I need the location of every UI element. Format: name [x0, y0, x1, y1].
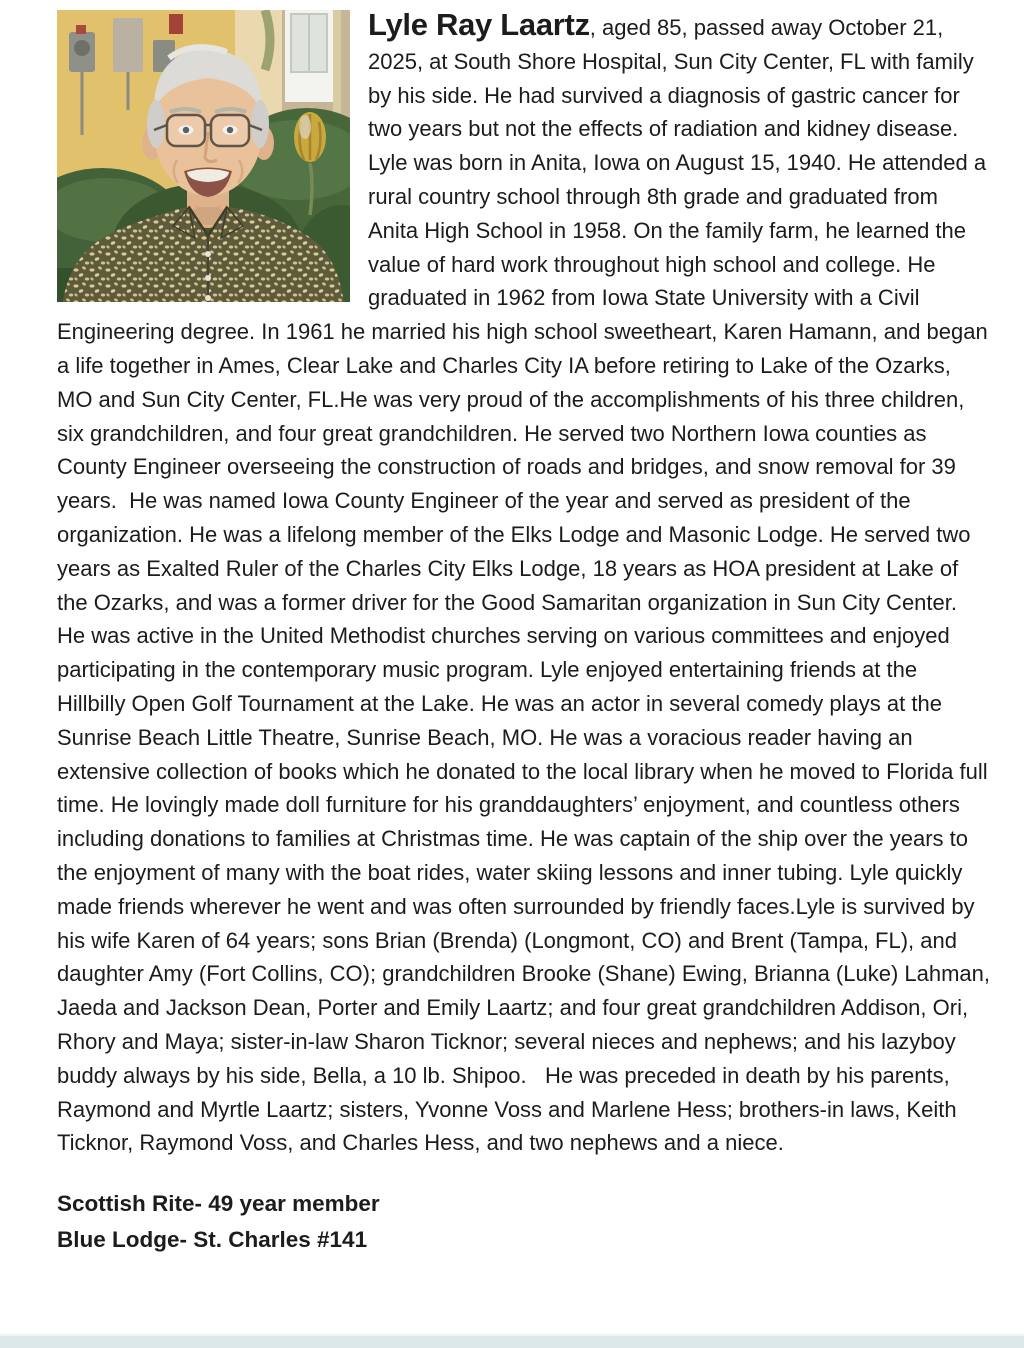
obituary-content — [57, 7, 997, 1258]
membership-scottish-rite: Scottish Rite- 49 year member — [57, 1191, 380, 1217]
portrait-photo — [57, 10, 350, 302]
membership-section — [57, 1186, 990, 1258]
membership-blue-lodge: Blue Lodge- St. Charles #141 — [57, 1227, 368, 1253]
page-bottom-bar — [0, 1334, 1024, 1348]
portrait-photo-illustration — [57, 10, 350, 302]
obituary-body-text: , aged 85, passed away October 21, 2025, at South Shore Hospital, Sun City Center, FL with family by his side. He had survived a diagnosis of gastric cancer for two years but not the effects of radiation and kidney disease. Lyle was born in Anita, Iowa on August 15, 1940. He attended a rural country school through 8th grade and graduated from Anita High School in 1958. On the family farm, he learned the value of hard work throughout high school and college. He graduated in 1962 from Iowa State University with a Civil Engineering degree. In 1961 he married his high school sweetheart, Karen Hamann, and began a life together in Ames, Clear Lake and Charles City IA before retiring to Lake of the Ozarks, MO and Sun City Center, FL.He was very proud of the accomplishments of his three children, six grandchildren, and four great grandchildren. He served two Northern Iowa counties as County Engineer overseeing the construction of roads and bridges, and snow removal for 39 years. He was named Iowa County Engineer of the year and served as president of the organization. He was a lifelong member of the Elks Lodge and Masonic Lodge. He served two years as Exalted Ruler of the Charles City Elks Lodge, 18 years as HOA president at Lake of the Ozarks, and was a former driver for the Good Samaritan organization in Sun City Center. He was active in the United Methodist churches serving on various committees and enjoyed participating in the contemporary music program. Lyle enjoyed entertaining friends at the Hillbilly Open Golf Tournament at the Lake. He was an actor in several comedy plays at the Sunrise Beach Little Theatre, Sunrise Beach, MO. He was a voracious reader having an extensive collection of books which he donated to the local library when he moved to Florida full time. He lovingly made doll furniture for his granddaughters’ enjoyment, and countless others including donations to families at Christmas time. He was captain of the ship over the years to the enjoyment of many with the boat rides, water skiing lessons and inner tubing. Lyle quickly made friends wherever he went and was often surrounded by friendly faces.Lyle is survived by his wife Karen of 64 years; sons Brian (Brenda) (Longmont, CO) and Brent (Tampa, FL), and daughter Amy (Fort Collins, CO); grandchildren Brooke (Shane) Ewing, Brianna (Luke) Lahman, Jaeda and Jackson Dean, Porter and Emily Laartz; and four great grandchildren Addison, Ori, Rhory and Maya; sister-in-law Sharon Ticknor; several nieces and nephews; and his lazyboy buddy always by his side, Bella, a 10 lb. Shipoo. He was preceded in death by his parents, Raymond and Myrtle Laartz; sisters, Yvonne Voss and Marlene Hess; brothers-in laws, Keith Ticknor, Raymond Voss, and Charles Hess, and two nephews and a niece. — [57, 15, 997, 1156]
deceased-name: Lyle Ray Laartz — [368, 7, 590, 42]
